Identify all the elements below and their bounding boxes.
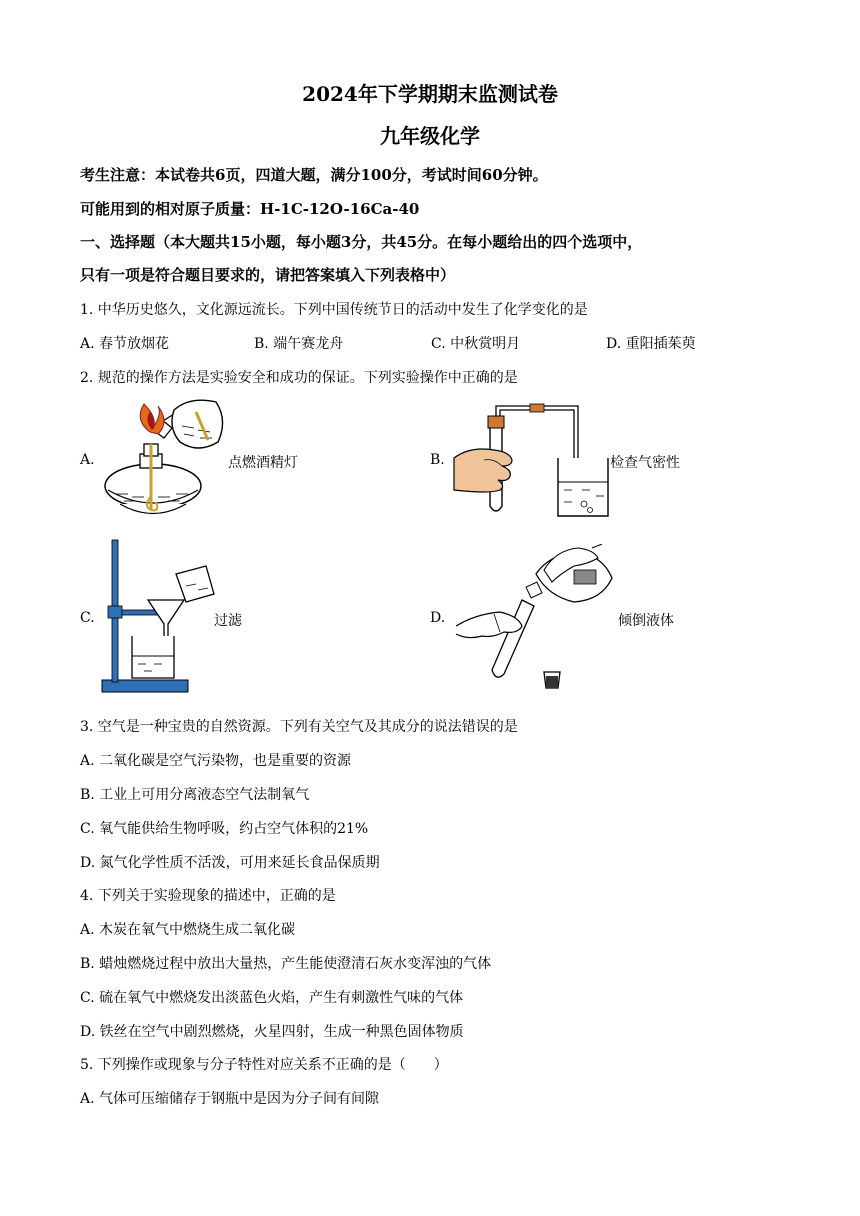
airtightness-figure xyxy=(450,398,610,523)
q4-option-c: C. 硫在氧气中燃烧发出淡蓝色火焰，产生有刺激性气味的气体 xyxy=(80,990,464,1006)
q2-option-b-letter: B. xyxy=(430,452,445,468)
q1-option-a: A. 春节放烟花 xyxy=(80,336,170,352)
q3-option-d: D. 氮气化学性质不活泼，可用来延长食品保质期 xyxy=(80,855,380,871)
q3-option-b: B. 工业上可用分离液态空气法制氧气 xyxy=(80,787,310,803)
q1-option-c: C. 中秋赏明月 xyxy=(431,336,521,352)
q2-stem: 2. 规范的操作方法是实验安全和成功的保证。下列实验操作中正确的是 xyxy=(80,370,518,386)
q1-option-b: B. 端午赛龙舟 xyxy=(254,336,344,352)
q2-option-a-caption: 点燃酒精灯 xyxy=(228,455,298,471)
alcohol-lamp-figure xyxy=(98,398,228,523)
q5-stem: 5. 下列操作或现象与分子特性对应关系不正确的是（ ） xyxy=(80,1057,448,1073)
section-heading-line2: 只有一项是符合题目要求的，请把答案填入下列表格中） xyxy=(80,266,456,284)
q4-option-a: A. 木炭在氧气中燃烧生成二氧化碳 xyxy=(80,922,296,938)
q2-option-c-caption: 过滤 xyxy=(214,613,242,629)
pouring-liquid-figure xyxy=(452,544,618,694)
q2-option-c-letter: C. xyxy=(80,610,95,626)
q4-option-b: B. 蜡烛燃烧过程中放出大量热，产生能使澄清石灰水变浑浊的气体 xyxy=(80,956,492,972)
q1-option-d: D. 重阳插茱萸 xyxy=(606,336,696,352)
q4-option-d: D. 铁丝在空气中剧烈燃烧，火星四射，生成一种黑色固体物质 xyxy=(80,1024,464,1040)
q2-option-a-letter: A. xyxy=(80,452,95,468)
q2-option-d-caption: 倾倒液体 xyxy=(618,613,674,629)
q2-option-d-letter: D. xyxy=(430,610,446,626)
q2-option-b-caption: 检查气密性 xyxy=(610,455,680,471)
section-heading-line1: 一、选择题（本大题共15小题，每小题3分，共45分。在每小题给出的四个选项中， xyxy=(80,233,643,251)
q3-option-c: C. 氧气能供给生物呼吸，约占空气体积的21% xyxy=(80,821,369,837)
q3-option-a: A. 二氧化碳是空气污染物，也是重要的资源 xyxy=(80,753,352,769)
notice-text: 考生注意：本试卷共6页，四道大题，满分100分，考试时间60分钟。 xyxy=(80,166,548,184)
q3-stem: 3. 空气是一种宝贵的自然资源。下列有关空气及其成分的说法错误的是 xyxy=(80,719,518,735)
atomic-mass-text: 可能用到的相对原子质量：H-1C-12O-16Ca-40 xyxy=(80,200,420,218)
q5-option-a: A. 气体可压缩储存于钢瓶中是因为分子间有间隙 xyxy=(80,1091,380,1107)
q4-stem: 4. 下列关于实验现象的描述中，正确的是 xyxy=(80,888,336,904)
exam-subtitle: 九年级化学 xyxy=(380,124,480,148)
exam-title: 2024年下学期期末监测试卷 xyxy=(302,82,558,106)
filtration-figure xyxy=(98,538,218,696)
q1-stem: 1. 中华历史悠久，文化源远流长。下列中国传统节日的活动中发生了化学变化的是 xyxy=(80,302,588,318)
